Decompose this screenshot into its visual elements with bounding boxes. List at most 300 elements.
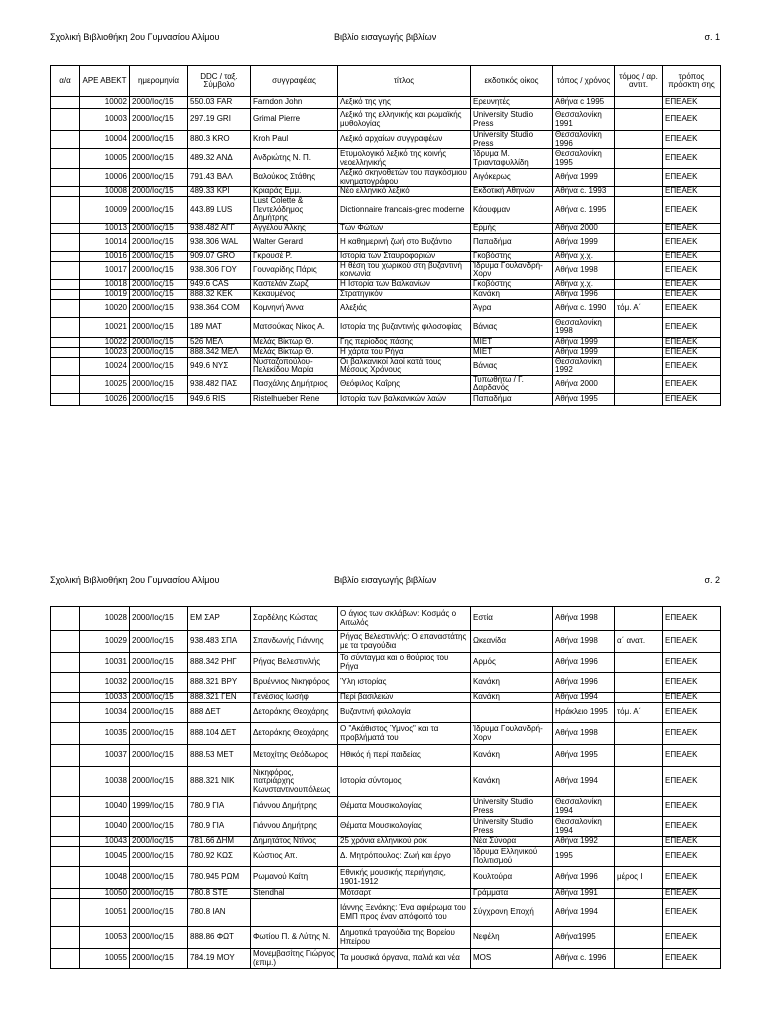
table-row xyxy=(51,673,721,693)
title: Εθνικής μουσικής περιήγησις, 1901-1912 xyxy=(338,867,471,889)
publisher: Αιγόκερως xyxy=(471,169,553,187)
entry-date: 2000/Ιος/15 xyxy=(130,867,188,889)
row-index xyxy=(51,299,80,317)
row-index xyxy=(51,703,80,723)
call-number: 189 ΜΑΤ xyxy=(188,317,251,337)
entry-date: 2000/Ιος/15 xyxy=(130,169,188,187)
accession-number: 10021 xyxy=(80,317,130,337)
row-index xyxy=(51,847,80,867)
volume xyxy=(615,261,663,279)
accession-number: 10018 xyxy=(80,279,130,289)
call-number: 938.483 ΣΠΑ xyxy=(188,631,251,653)
call-number: 938.364 COM xyxy=(188,299,251,317)
publisher: Εκδοτική Αθηνών xyxy=(471,187,553,197)
title: Λεξικό αρχαίων συγγραφέων xyxy=(338,131,471,149)
accession-number: 10003 xyxy=(80,109,130,131)
place-year: Θεσσαλονίκη 1996 xyxy=(553,131,615,149)
entry-date: 2000/Ιος/15 xyxy=(130,279,188,289)
column-header: συγγραφέας xyxy=(251,66,338,97)
acquisition-method: ΕΠΕΑΕΚ xyxy=(663,223,721,233)
volume xyxy=(615,745,663,767)
volume xyxy=(615,251,663,261)
call-number: 888.104 ΔΕΤ xyxy=(188,723,251,745)
entry-date: 2000/Ιος/15 xyxy=(130,927,188,949)
acquisition-method: ΕΠΕΑΕΚ xyxy=(663,289,721,299)
table-row xyxy=(51,767,721,797)
volume xyxy=(615,97,663,109)
acquisition-method: ΕΠΕΑΕΚ xyxy=(663,299,721,317)
entry-date: 2000/Ιος/15 xyxy=(130,337,188,347)
author: Κομνηνή Άννα xyxy=(251,299,338,317)
row-index xyxy=(51,169,80,187)
table-row xyxy=(51,279,721,289)
table-row xyxy=(51,261,721,279)
row-index xyxy=(51,347,80,357)
table-row xyxy=(51,653,721,673)
accession-number: 10038 xyxy=(80,767,130,797)
place-year: Αθήνα 1994 xyxy=(553,767,615,797)
volume xyxy=(615,233,663,251)
publisher: Κανάκη xyxy=(471,745,553,767)
call-number: 888.86 ΦΩΤ xyxy=(188,927,251,949)
title: Νέο ελληνικό λεξικό xyxy=(338,187,471,197)
accession-number: 10043 xyxy=(80,837,130,847)
accession-number: 10050 xyxy=(80,889,130,899)
volume xyxy=(615,317,663,337)
title: Ρήγας Βελεστινλής: Ο επαναστάτης με τα τραγούδια xyxy=(338,631,471,653)
publisher: Παπαδήμα xyxy=(471,233,553,251)
entry-date: 2000/Ιος/15 xyxy=(130,607,188,631)
accession-number: 10016 xyxy=(80,251,130,261)
call-number: 888.321 ΝΙΚ xyxy=(188,767,251,797)
table-row xyxy=(51,251,721,261)
title: Το σύνταγμα και ο θούριος του Ρήγα xyxy=(338,653,471,673)
row-index xyxy=(51,197,80,224)
publisher: Βάνιας xyxy=(471,357,553,375)
page1-header xyxy=(50,32,720,46)
register-table-page1 xyxy=(50,65,721,406)
title: Ιάννης Ξενάκης: Ένα αφιέρωμα του ΕΜΠ προς έναν απόφοιτό του xyxy=(338,899,471,927)
publisher: Παπαδήμα xyxy=(471,393,553,405)
call-number: 949.6 CAS xyxy=(188,279,251,289)
volume xyxy=(615,723,663,745)
volume xyxy=(615,927,663,949)
table-row xyxy=(51,223,721,233)
accession-number: 10005 xyxy=(80,149,130,169)
call-number: 443.89 LUS xyxy=(188,197,251,224)
row-index xyxy=(51,261,80,279)
publisher: Κανάκη xyxy=(471,693,553,703)
entry-date: 2000/Ιος/15 xyxy=(130,837,188,847)
publisher: ΜΙΕΤ xyxy=(471,337,553,347)
publisher: Γκοβόστης xyxy=(471,251,553,261)
acquisition-method: ΕΠΕΑΕΚ xyxy=(663,949,721,969)
publisher: Άγρα xyxy=(471,299,553,317)
call-number: 949.6 ΝΥΣ xyxy=(188,357,251,375)
place-year: Θεσσαλονίκη 1992 xyxy=(553,357,615,375)
volume xyxy=(615,837,663,847)
accession-number: 10037 xyxy=(80,745,130,767)
acquisition-method: ΕΠΕΑΕΚ xyxy=(663,233,721,251)
author: Φωτίου Π. & Λύτης Ν. xyxy=(251,927,338,949)
title: Λεξικό σκηνοθετών του παγκόσμιου κινηματογράφου xyxy=(338,169,471,187)
entry-date: 2000/Ιος/15 xyxy=(130,97,188,109)
author: Μελάς Βίκτωρ Θ. xyxy=(251,337,338,347)
acquisition-method: ΕΠΕΑΕΚ xyxy=(663,131,721,149)
author: Grimal Pierre xyxy=(251,109,338,131)
title: Των Φώτων xyxy=(338,223,471,233)
accession-number: 10026 xyxy=(80,393,130,405)
volume xyxy=(615,109,663,131)
entry-date: 2000/Ιος/15 xyxy=(130,723,188,745)
table-row xyxy=(51,97,721,109)
acquisition-method: ΕΠΕΑΕΚ xyxy=(663,723,721,745)
acquisition-method: ΕΠΕΑΕΚ xyxy=(663,251,721,261)
accession-number: 10032 xyxy=(80,673,130,693)
volume xyxy=(615,899,663,927)
register-title: Βιβλίο εισαγωγής βιβλίων xyxy=(334,575,437,585)
title: Ετυμολογικό λεξικό της κοινής νεοελληνικής xyxy=(338,149,471,169)
title: Ιστορία των Σταυροφοριών xyxy=(338,251,471,261)
title: Ιστορία της βυζαντινής φιλοσοφίας xyxy=(338,317,471,337)
acquisition-method: ΕΠΕΑΕΚ xyxy=(663,169,721,187)
call-number: 780.92 ΚΩΣ xyxy=(188,847,251,867)
place-year: Ηράκλειο 1995 xyxy=(553,703,615,723)
place-year: Αθήνα 1996 xyxy=(553,289,615,299)
accession-number: 10035 xyxy=(80,723,130,745)
place-year: Αθήνα 1996 xyxy=(553,653,615,673)
table-row xyxy=(51,317,721,337)
publisher: Γράμματα xyxy=(471,889,553,899)
publisher: Ερευνητές xyxy=(471,97,553,109)
place-year: Αθήνα 1998 xyxy=(553,631,615,653)
place-year: Αθήνα 1992 xyxy=(553,837,615,847)
call-number: ΕΜ ΣΑΡ xyxy=(188,607,251,631)
accession-number: 10020 xyxy=(80,299,130,317)
acquisition-method: ΕΠΕΑΕΚ xyxy=(663,109,721,131)
volume: α΄ ανατ. xyxy=(615,631,663,653)
row-index xyxy=(51,187,80,197)
author: Μελάς Βίκτωρ Θ. xyxy=(251,347,338,357)
entry-date: 2000/Ιος/15 xyxy=(130,233,188,251)
table-row xyxy=(51,337,721,347)
author: Γουναρίδης Πάρις xyxy=(251,261,338,279)
acquisition-method: ΕΠΕΑΕΚ xyxy=(663,279,721,289)
column-header: εκδοτικός οίκος xyxy=(471,66,553,97)
author: Αγγέλου Άλκης xyxy=(251,223,338,233)
table-row xyxy=(51,233,721,251)
accession-number: 10033 xyxy=(80,693,130,703)
register-table-page2 xyxy=(50,606,721,969)
row-index xyxy=(51,109,80,131)
call-number: 489.33 ΚΡΙ xyxy=(188,187,251,197)
row-index xyxy=(51,949,80,969)
row-index xyxy=(51,393,80,405)
volume xyxy=(615,607,663,631)
entry-date: 2000/Ιος/15 xyxy=(130,847,188,867)
call-number: 780.9 ΓΙΑ xyxy=(188,817,251,837)
place-year: 1995 xyxy=(553,847,615,867)
place-year: Αθήνα c. 1993 xyxy=(553,187,615,197)
accession-number: 10024 xyxy=(80,357,130,375)
place-year: Αθήνα 1999 xyxy=(553,233,615,251)
author: Βρυέννιος Νικηφόρος xyxy=(251,673,338,693)
place-year: Αθήνα 2000 xyxy=(553,223,615,233)
volume xyxy=(615,817,663,837)
accession-number: 10034 xyxy=(80,703,130,723)
author: Γκρουσέ Ρ. xyxy=(251,251,338,261)
call-number: 949.6 RIS xyxy=(188,393,251,405)
place-year: Αθήνα χ.χ. xyxy=(553,251,615,261)
acquisition-method: ΕΠΕΑΕΚ xyxy=(663,337,721,347)
table-row xyxy=(51,109,721,131)
place-year: Αθήνα 2000 xyxy=(553,375,615,393)
row-index xyxy=(51,279,80,289)
acquisition-method: ΕΠΕΑΕΚ xyxy=(663,745,721,767)
title: Η Ιστορία των Βαλκανίων xyxy=(338,279,471,289)
accession-number: 10013 xyxy=(80,223,130,233)
row-index xyxy=(51,927,80,949)
row-index xyxy=(51,723,80,745)
publisher: Ίδρυμα Μ. Τριανταφυλλίδη xyxy=(471,149,553,169)
place-year: Αθήνα 1995 xyxy=(553,745,615,767)
publisher: Κουλτούρα xyxy=(471,867,553,889)
publisher: Αρμός xyxy=(471,653,553,673)
publisher: Κανάκη xyxy=(471,673,553,693)
author: Kroh Paul xyxy=(251,131,338,149)
title: Dictionnaire francais-grec moderne xyxy=(338,197,471,224)
author: Ματσούκας Νίκος Α. xyxy=(251,317,338,337)
accession-number: 10002 xyxy=(80,97,130,109)
author: Ρωμανού Καίτη xyxy=(251,867,338,889)
call-number: 909.07 GRO xyxy=(188,251,251,261)
row-index xyxy=(51,899,80,927)
author: Σαρδέλης Κώστας xyxy=(251,607,338,631)
volume xyxy=(615,673,663,693)
call-number: 880.3 KRO xyxy=(188,131,251,149)
author: Δημητάτος Ντίνος xyxy=(251,837,338,847)
publisher xyxy=(471,703,553,723)
author: Πασχάλης Δημήτριος xyxy=(251,375,338,393)
acquisition-method: ΕΠΕΑΕΚ xyxy=(663,889,721,899)
call-number: 781.66 ΔΗΜ xyxy=(188,837,251,847)
accession-number: 10051 xyxy=(80,899,130,927)
table-row xyxy=(51,693,721,703)
call-number: 888.32 ΚΕΚ xyxy=(188,289,251,299)
title: Δημοτικά τραγούδια της Βορείου Ηπείρου xyxy=(338,927,471,949)
column-header: DDC / ταξ. Σύμβολο xyxy=(188,66,251,97)
title: Οι βαλκανικοί λαοί κατά τους Μέσους Χρόνους xyxy=(338,357,471,375)
volume xyxy=(615,187,663,197)
acquisition-method: ΕΠΕΑΕΚ xyxy=(663,261,721,279)
table-row xyxy=(51,817,721,837)
acquisition-method: ΕΠΕΑΕΚ xyxy=(663,867,721,889)
table-row xyxy=(51,847,721,867)
entry-date: 2000/Ιος/15 xyxy=(130,393,188,405)
entry-date: 1999/Ιος/15 xyxy=(130,797,188,817)
call-number: 297.19 GRI xyxy=(188,109,251,131)
accession-number: 10053 xyxy=(80,927,130,949)
place-year: Θεσσαλονίκη 1994 xyxy=(553,817,615,837)
entry-date: 2000/Ιος/15 xyxy=(130,949,188,969)
place-year: Αθήνα 1996 xyxy=(553,867,615,889)
entry-date: 2000/Ιος/15 xyxy=(130,131,188,149)
table-row xyxy=(51,187,721,197)
call-number: 888.321 ΒΡΥ xyxy=(188,673,251,693)
title: Θεόφιλος Καΐρης xyxy=(338,375,471,393)
accession-number: 10028 xyxy=(80,607,130,631)
accession-number: 10055 xyxy=(80,949,130,969)
acquisition-method: ΕΠΕΑΕΚ xyxy=(663,673,721,693)
author: Ristelhueber Rene xyxy=(251,393,338,405)
entry-date: 2000/Ιος/15 xyxy=(130,631,188,653)
entry-date: 2000/Ιος/15 xyxy=(130,693,188,703)
table-row xyxy=(51,745,721,767)
acquisition-method: ΕΠΕΑΕΚ xyxy=(663,703,721,723)
accession-number: 10017 xyxy=(80,261,130,279)
volume xyxy=(615,653,663,673)
acquisition-method: ΕΠΕΑΕΚ xyxy=(663,837,721,847)
table-row xyxy=(51,927,721,949)
column-header: τόπος / χρόνος xyxy=(553,66,615,97)
place-year: Αθήνα 1998 xyxy=(553,261,615,279)
row-index xyxy=(51,673,80,693)
place-year: Αθήνα 1991 xyxy=(553,889,615,899)
title: Ιστορία σύντομος xyxy=(338,767,471,797)
call-number: 780.8 ΙΑΝ xyxy=(188,899,251,927)
place-year: Θεσσαλονίκη 1991 xyxy=(553,109,615,131)
accession-number: 10006 xyxy=(80,169,130,187)
title: Ηθικός ή περί παιδείας xyxy=(338,745,471,767)
row-index xyxy=(51,289,80,299)
entry-date: 2000/Ιος/15 xyxy=(130,187,188,197)
column-header: τίτλος xyxy=(338,66,471,97)
table-row xyxy=(51,867,721,889)
row-index xyxy=(51,837,80,847)
author: Walter Gerard xyxy=(251,233,338,251)
acquisition-method: ΕΠΕΑΕΚ xyxy=(663,197,721,224)
acquisition-method: ΕΠΕΑΕΚ xyxy=(663,631,721,653)
accession-number: 10008 xyxy=(80,187,130,197)
place-year: Αθήνα 1999 xyxy=(553,337,615,347)
call-number: 780.8 STE xyxy=(188,889,251,899)
call-number: 888 ΔΕΤ xyxy=(188,703,251,723)
column-header: ημερομηνία xyxy=(130,66,188,97)
title: Θέματα Μουσικολογίας xyxy=(338,797,471,817)
title: Ιστορία των βαλκανικών λαών xyxy=(338,393,471,405)
entry-date: 2000/Ιος/15 xyxy=(130,149,188,169)
publisher: University Studio Press xyxy=(471,817,553,837)
title: Μότσαρτ xyxy=(338,889,471,899)
author: Ανδριώτης Ν. Π. xyxy=(251,149,338,169)
page-number: σ. 1 xyxy=(704,32,720,42)
row-index xyxy=(51,797,80,817)
volume xyxy=(615,289,663,299)
place-year: Αθήνα 1999 xyxy=(553,169,615,187)
volume: τόμ. Α΄ xyxy=(615,703,663,723)
publisher: Ίδρυμα Ελληνικού Πολιτισμού xyxy=(471,847,553,867)
call-number: 784.19 ΜΟΥ xyxy=(188,949,251,969)
volume xyxy=(615,279,663,289)
acquisition-method: ΕΠΕΑΕΚ xyxy=(663,357,721,375)
acquisition-method: ΕΠΕΑΕΚ xyxy=(663,393,721,405)
table-row xyxy=(51,197,721,224)
row-index xyxy=(51,251,80,261)
call-number: 550.03 FAR xyxy=(188,97,251,109)
row-index xyxy=(51,375,80,393)
acquisition-method: ΕΠΕΑΕΚ xyxy=(663,187,721,197)
accession-number: 10029 xyxy=(80,631,130,653)
row-index xyxy=(51,607,80,631)
author: Μετοχίτης Θεόδωρος xyxy=(251,745,338,767)
title: Γης περίοδος πάσης xyxy=(338,337,471,347)
volume xyxy=(615,169,663,187)
acquisition-method: ΕΠΕΑΕΚ xyxy=(663,653,721,673)
table-row xyxy=(51,607,721,631)
table-row xyxy=(51,837,721,847)
library-name: Σχολική Βιβλιοθήκη 2ου Γυμνασίου Αλίμου xyxy=(50,32,220,42)
place-year: Αθήνα 1996 xyxy=(553,673,615,693)
publisher: Κανάκη xyxy=(471,289,553,299)
volume xyxy=(615,357,663,375)
author: Νυσταζοπούλου-Πελεκίδου Μαρία xyxy=(251,357,338,375)
author: Γιάννου Δημήτρης xyxy=(251,797,338,817)
publisher: Ίδρυμα Γουλανδρή-Χορν xyxy=(471,261,553,279)
volume xyxy=(615,949,663,969)
publisher: Νέα Σύνορα xyxy=(471,837,553,847)
row-index xyxy=(51,767,80,797)
acquisition-method: ΕΠΕΑΕΚ xyxy=(663,347,721,357)
title: Λεξικό της ελληνικής και ρωμαϊκής μυθολογίας xyxy=(338,109,471,131)
row-index xyxy=(51,223,80,233)
author: Καστελάν Ζωρζ xyxy=(251,279,338,289)
publisher: Σύγχρονη Εποχή xyxy=(471,899,553,927)
acquisition-method: ΕΠΕΑΕΚ xyxy=(663,797,721,817)
table-row xyxy=(51,375,721,393)
place-year: Αθήνα 1999 xyxy=(553,347,615,357)
author: Κώστιος Απ. xyxy=(251,847,338,867)
acquisition-method: ΕΠΕΑΕΚ xyxy=(663,693,721,703)
place-year: Αθήνα c. 1996 xyxy=(553,949,615,969)
entry-date: 2000/Ιος/15 xyxy=(130,889,188,899)
row-index xyxy=(51,745,80,767)
title: Η θέση του χωρικού στη βυζαντινή κοινωνία xyxy=(338,261,471,279)
publisher: Γκοβόστης xyxy=(471,279,553,289)
publisher: University Studio Press xyxy=(471,131,553,149)
table-row xyxy=(51,797,721,817)
entry-date: 2000/Ιος/15 xyxy=(130,375,188,393)
row-index xyxy=(51,867,80,889)
entry-date: 2000/Ιος/15 xyxy=(130,299,188,317)
title: Ο άγιος των σκλάβων: Κοσμάς ο Αιτωλός xyxy=(338,607,471,631)
acquisition-method: ΕΠΕΑΕΚ xyxy=(663,767,721,797)
table-row xyxy=(51,723,721,745)
place-year: Αθήνα χ.χ. xyxy=(553,279,615,289)
call-number: 780.9 ΓΙΑ xyxy=(188,797,251,817)
acquisition-method: ΕΠΕΑΕΚ xyxy=(663,817,721,837)
title: Βυζαντινή φιλολογία xyxy=(338,703,471,723)
row-index xyxy=(51,357,80,375)
title: Θέματα Μουσικολογίας xyxy=(338,817,471,837)
author: Γιάννου Δημήτρης xyxy=(251,817,338,837)
row-index xyxy=(51,653,80,673)
accession-number: 10019 xyxy=(80,289,130,299)
acquisition-method: ΕΠΕΑΕΚ xyxy=(663,607,721,631)
table-row xyxy=(51,169,721,187)
publisher: Κανάκη xyxy=(471,767,553,797)
place-year: Θεσσαλονίκη 1995 xyxy=(553,149,615,169)
author: Κεκαυμένος xyxy=(251,289,338,299)
